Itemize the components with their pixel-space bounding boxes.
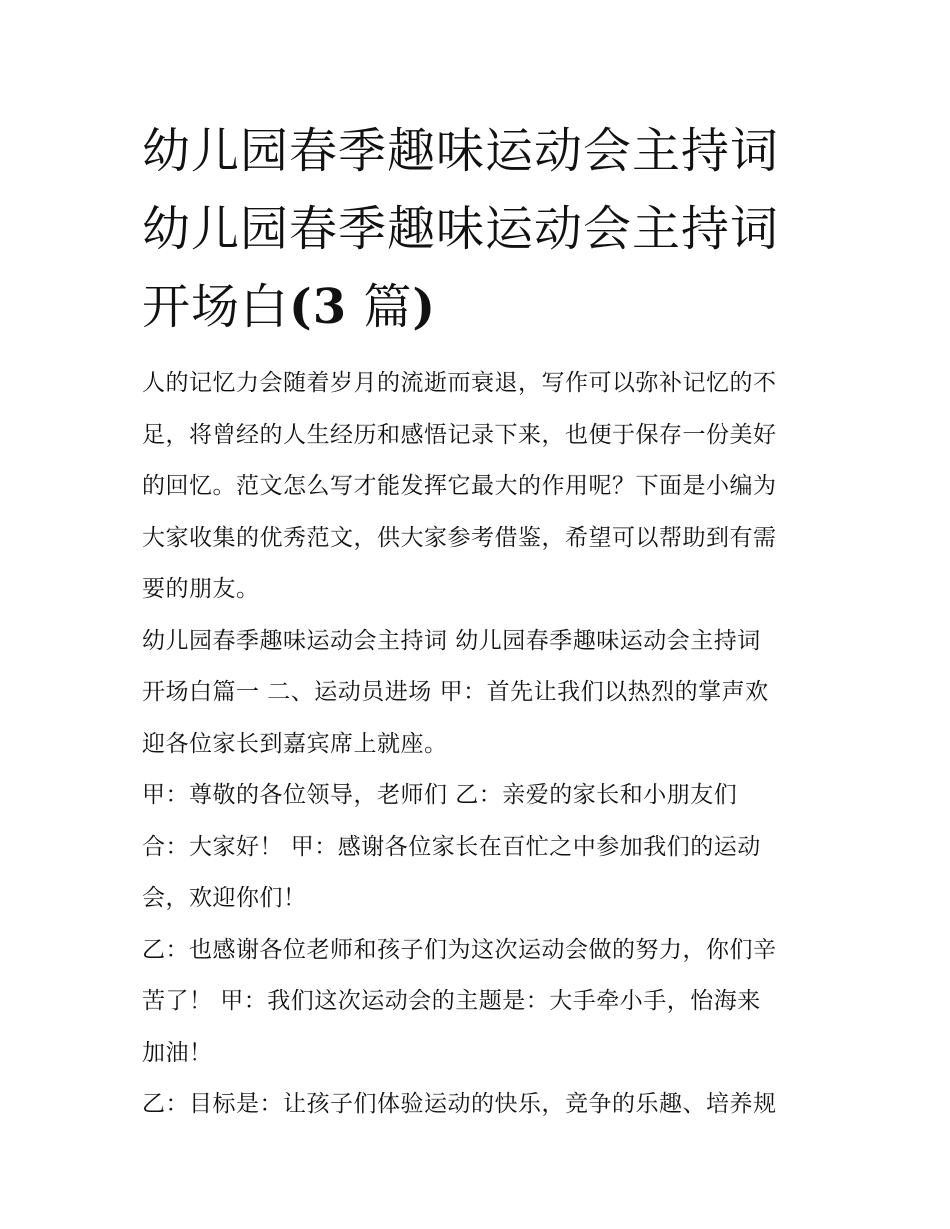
text-line: 的回忆。范文怎么写才能发挥它最大的作用呢？下面是小编为	[142, 473, 777, 499]
text-line: 会，欢迎你们！	[142, 885, 307, 911]
text-line: 苦了！ 甲：我们这次运动会的主题是：大手牵小手，怡海来	[142, 988, 761, 1014]
text-line: 加油！	[142, 1039, 213, 1066]
text-line: 幼儿园春季趣味运动会主持词 幼儿园春季趣味运动会主持词	[142, 627, 761, 654]
text-line: 迎各位家长到嘉宾席上就座。	[142, 730, 448, 757]
body-paragraph	[142, 770, 822, 925]
title-paren-close: )	[412, 279, 437, 335]
text-line: 要的朋友。	[142, 576, 260, 602]
title-count: 3	[312, 279, 348, 335]
intro-paragraph	[142, 358, 822, 616]
body-paragraph	[142, 925, 822, 1080]
text-line: 大家收集的优秀范文，供大家参考借鉴，希望可以帮助到有需	[142, 524, 777, 551]
text-line: 乙：目标是：让孩子们体验运动的快乐，竞争的乐趣、培养规	[142, 1091, 777, 1117]
text-line: 足，将曾经的人生经历和感悟记录下来，也便于保存一份美好	[142, 421, 777, 448]
title-line-2: 幼儿园春季趣味运动会主持词	[142, 201, 780, 257]
document-title	[142, 112, 822, 346]
title-line-3	[142, 268, 822, 346]
body-paragraph	[142, 616, 822, 771]
body-paragraph	[142, 1079, 822, 1131]
title-paren-open: (	[289, 279, 313, 335]
text-line: 乙：也感谢各位老师和孩子们为这次运动会做的努力，你们辛	[142, 936, 777, 963]
title-prefix: 开场白	[142, 279, 290, 335]
text-line: 开场白篇一 二、运动员进场 甲：首先让我们以热烈的掌声欢	[142, 679, 769, 705]
text-line: 甲：尊敬的各位领导，老师们 乙：亲爱的家长和小朋友们	[142, 782, 738, 808]
text-line: 合：大家好！ 甲：感谢各位家长在百忙之中参加我们的运动	[142, 833, 761, 860]
text-line: 人的记忆力会随着岁月的流逝而衰退，写作可以弥补记忆的不	[142, 370, 777, 396]
document-page	[142, 112, 822, 1131]
title-measure-word: 篇	[347, 279, 413, 335]
title-line-1: 幼儿园春季趣味运动会主持词	[142, 123, 780, 179]
